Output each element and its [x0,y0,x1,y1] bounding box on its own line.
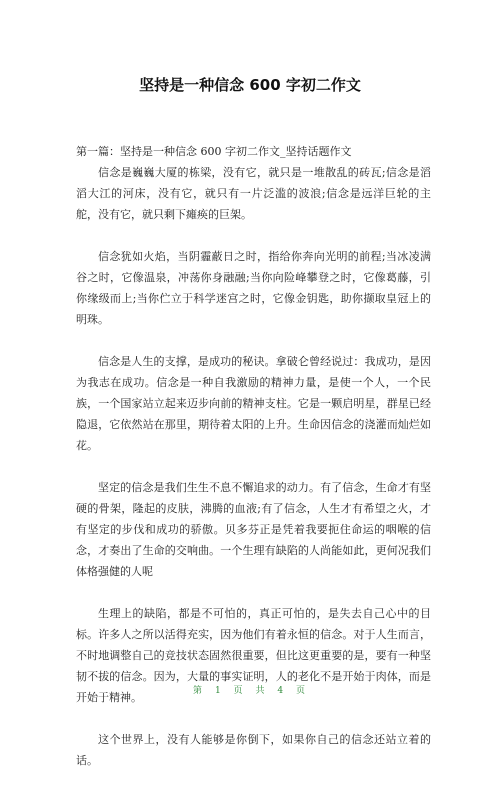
paragraph: 坚定的信念是我们生生不息不懈追求的动力。有了信念，生命才有坚硬的骨架，隆起的皮肤，沸腾的血液;有了信念，人生才有希望之火，才有坚定的步伐和成功的骄傲。贝多芬正是凭着我要扼住命运的咽喉的信念，才奏出了生命的交响曲。一个生理有缺陷的人尚能如此，更何况我们体格强健的人呢 [76,481,431,578]
paragraph: 这个世界上，没有人能够是你倒下，如果你自己的信念还站立着的话。 [76,733,431,767]
paragraph: 信念是人生的支撑，是成功的秘诀。拿破仑曾经说过：我成功，是因为我志在成功。信念是一种自我激励的精神力量，是使一个人，一个民族，一个国家站立起来迈步向前的精神支柱。它是一颗启明星，群星已经隐退，它依然站在那里，期待着太阳的上升。生命因信念的浇灌而灿烂如花。 [76,355,431,452]
footer-suffix: 页 [295,686,307,696]
footer-page-number: 1 [214,686,223,696]
footer-mid: 页 [233,686,245,696]
footer-page-total: 4 [277,686,286,696]
page-footer [0,683,500,696]
paragraph: 生理上的缺陷，都是不可怕的，真正可怕的，是失去自己心中的目标。许多人之所以活得充实，因为他们有着永恒的信念。对于人生而言，不时地调整自己的竞技状态固然很重要，但比这更重要的是，要有一种坚韧不拔的信念。因为，大量的事实证明，人的老化不是开始于肉体，而是开始于精神。 [76,607,431,704]
footer-total-prefix: 共 [255,686,267,696]
paragraph: 信念犹如火焰，当阴霾蔽日之时，指给你奔向光明的前程;当冰凌满谷之时，它像温泉，冲荡你身融融;当你向险峰攀登之时，它像葛藤，引你缘级而上;当你伫立于科学迷宫之时，它像金钥匙，助你撷取皇冠上的明珠。 [76,250,431,326]
footer-prefix: 第 [193,686,205,696]
document-title: 坚持是一种信念 600 字初二作文 [139,76,361,94]
paragraph: 信念是巍巍大厦的栋梁，没有它，就只是一堆散乱的砖瓦;信念是滔滔大江的河床，没有它，就只有一片泛滥的波浪;信念是远洋巨轮的主舵，没有它，就只剩下瘫痪的巨架。 [76,166,431,221]
section-heading: 第一篇：坚持是一种信念 600 字初二作文_坚持话题作文 [76,145,352,158]
